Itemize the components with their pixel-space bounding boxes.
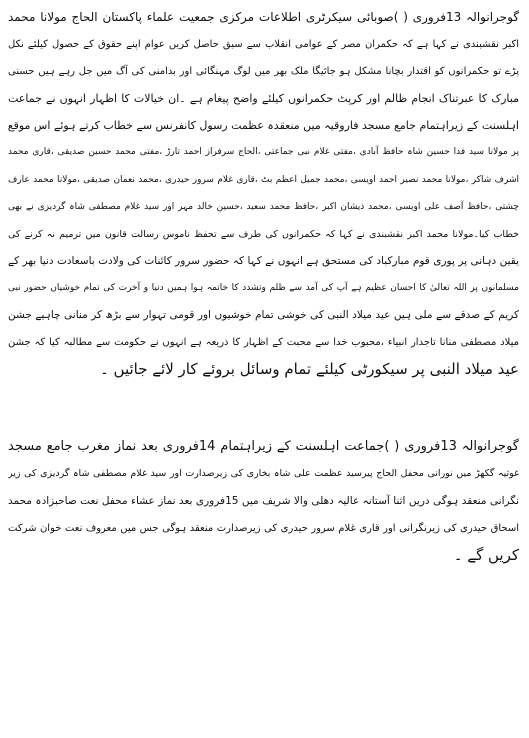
article-separator — [8, 383, 519, 433]
article-1-line-3: پڑے تو حکمرانوں کو اقتدار بچانا مشکل ہو جائیگا ملک بھر میں لوگ مہنگائی اور بدامنی کی آگ میں جل رہے ہیں حسنی — [8, 66, 519, 78]
article-2-line-2: غوثیہ گکھڑ میں نورانی محفل الحاج پیرسید عظمت علی شاہ بخاری کی زیرصدارت اور سید غلام مصطفی شاہ گردیزی کی زیر — [8, 468, 519, 480]
article-1-line-7: اشرف شاکر ،مولانا محمد نصیر احمد اویسی ،محمد جمیل اعظم بٹ ،قاری غلام سرور حیدری ،محمد نعمان صدیقی ،مولانا محمد عارف — [8, 174, 519, 185]
article-1-line-8: چشتی ،حافظ آصف علی اویسی ،محمد ذیشان اکبر ،حافظ محمد سعید ،حسین خالد مہر اور سید غلام مصطفی شاہ گردیزی نے بھی — [8, 201, 519, 212]
article-2-line-3: نگرانی منعقد ہوگی دریں اثنا آستانہ عالیہ دھلی والا شریف میں 15فروری بعد نماز عشاء محفل نعت صاحبزادہ محمد — [8, 494, 519, 507]
article-1-line-10: یقین دہانی پر پوری قوم مبارکباد کی مستحق ہے انہوں نے کہا کہ حضور سرور کائنات کی ولادت باسعادت دنیا بھر کے — [8, 254, 519, 267]
article-1-line-12: کریم کے صدقے سے ملی ہیں عید میلاد النبی کی خوشی تمام خوشیوں اور قومی تہوار سے بڑھ کر منانی چاہیے جشن — [8, 309, 519, 322]
article-1-line-5: اہلسنت کے زیراہتمام جامع مسجد فاروقیہ میں منعقدہ عظمت رسول کانفرنس سے خطاب کرتے ہوئے اس موقع — [8, 119, 519, 133]
article-2-line-1: گوجرانوالہ 13فروری ( )جماعت اہلسنت کے زیراہتمام 14فروری بعد نماز مغرب جامع مسجد — [8, 439, 519, 455]
article-1-line-6: پر مولانا سید فدا حسین شاہ حافظ آبادی ،مفتی غلام نبی جماعتی ،الحاج سرفراز احمد تارڑ ،مفتی محمد حسین صدیقی ،قاری محمد — [8, 147, 519, 158]
article-1-line-1: گوجرانوالہ 13فروری ( )صوبائی سیکرٹری اطلاعات مرکزی جمعیت علماء پاکستان الحاج مولانا محمد — [8, 10, 519, 24]
article-1-line-11: مسلمانوں پر اللہ تعالیٰ کا احسان عظیم ہے آپ کی آمد سے ظلم وتشدد کا خاتمہ ہوا ہمیں دنیا و آخرت کی تمام خوشیاں حضور نبی — [8, 282, 519, 293]
article-1-line-9: خطاب کیا۔مولانا محمد اکبر نقشبندی نے کہا کہ حکمرانوں کی طرف سے تحفظ ناموس رسالت قانون میں ترمیم نہ کرنے کی — [8, 228, 519, 240]
news-article-1 — [8, 4, 519, 383]
article-1-line-13: میلاد مصطفی منانا تاجدار انبیاء ،محبوب خدا سے محبت کے اظہار کا ذریعہ ہے انہوں نے حکومت سے مطالبہ کیا کہ جشن — [8, 337, 519, 349]
article-2-line-4: اسحاق حیدری کی زیرنگرانی اور قاری غلام سرور حیدری کی زیرصدارت منعقد ہوگی جس میں معروف نعت خوان شرکت — [8, 522, 519, 534]
article-1-line-14: عید میلاد النبی پر سیکورٹی کیلئے تمام وسائل بروئے کار لائے جائیں ۔ — [99, 360, 519, 379]
article-1-line-4: مبارک کا عبرتناک انجام ظالم اور کرپٹ حکمرانوں کیلئے واضح پیغام ہے ۔ان خیالات کا اظہار انہوں نے جماعت — [8, 92, 519, 106]
news-article-2 — [8, 433, 519, 568]
article-2-line-5: کریں گے ۔ — [453, 545, 519, 564]
article-1-line-2: اکبر نقشبندی نے کہا ہے کہ حکمران مصر کے عوامی انقلاب سے سبق حاصل کریں عوام اپنے حقوق کے حصول کیلئے نکل — [8, 39, 519, 51]
